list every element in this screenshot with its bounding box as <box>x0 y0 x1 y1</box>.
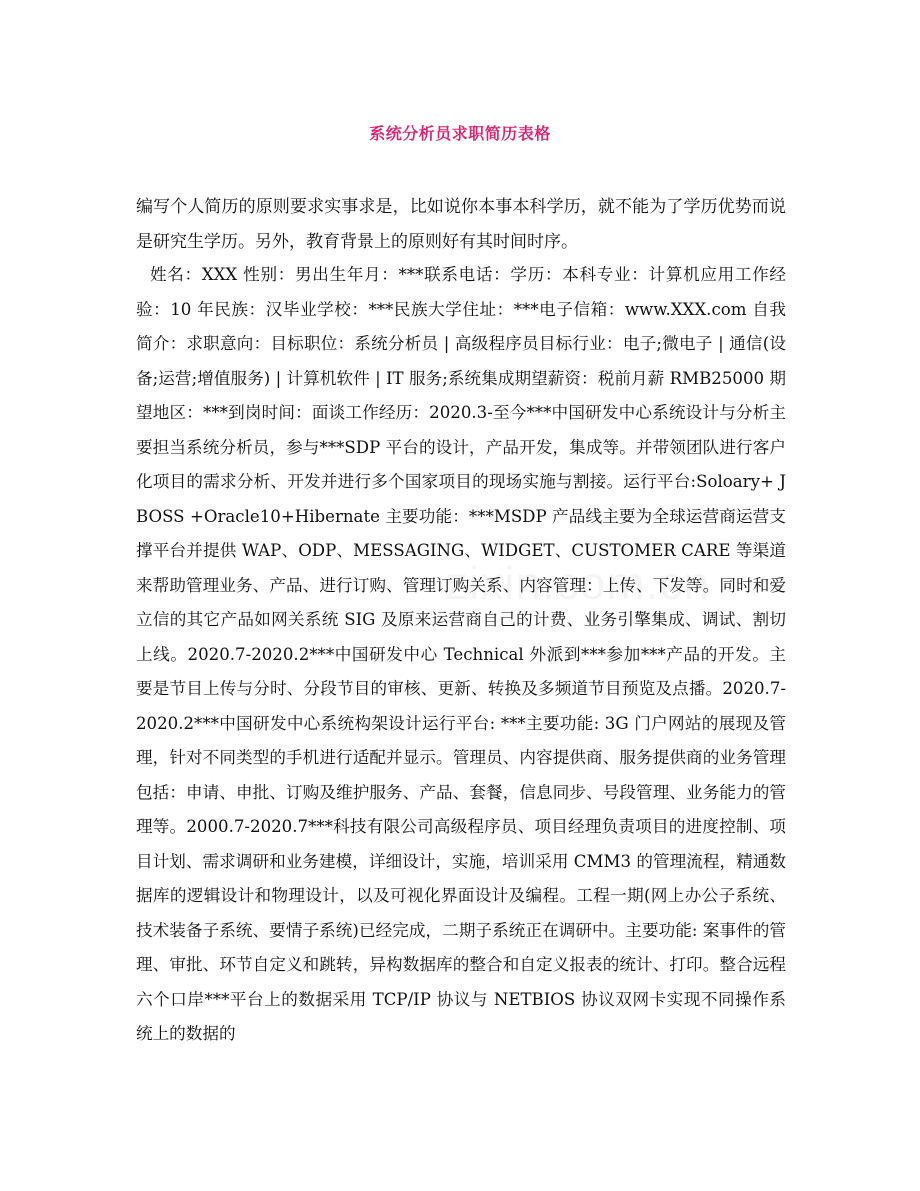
page-title: 系统分析员求职简历表格 <box>369 124 551 143</box>
intro-paragraph: 编写个人简历的原则要求实事求是，比如说你本事本科学历，就不能为了学历优势而说是研究生学历。另外，教育背景上的原则好有其时间时序。 <box>136 197 786 252</box>
resume-body-paragraph: 姓名：XXX 性别：男出生年月：***联系电话：学历：本科专业：计算机应用工作经验：10 年民族：汉毕业学校：***民族大学住址：***电子信箱：www.XXX.com 自我简介：求职意向：目标职位：系统分析员 | 高级程序员目标行业：电子;微电子 | 通信(设备;运营;增值服务) | 计算机软件 | IT 服务;系统集成期望薪资：税前月薪 RMB25000 期望地区：***到岗时间：面谈工作经历：2020.3-至今***中国研发中心系统设计与分析主要担当系统分析员，参与***SDP 平台的设计，产品开发，集成等。并带领团队进行客户化项目的需求分析、开发并进行多个国家项目的现场实施与割接。运行平台:Soloary+ JBOSS +Oracle10+Hibernate 主要功能：***MSDP 产品线主要为全球运营商运营支撑平台并提供 WAP、ODP、MESSAGING、WIDGET、CUSTOMER CARE 等渠道来帮助管理业务、产品、进行订购、管理订购关系、内容管理：上传、下发等。同时和爱立信的其它产品如网关系统 SIG 及原来运营商自己的计费、业务引擎集成、调试、割切上线。2020.7-2020.2***中国研发中心 Technical 外派到***参加***产品的开发。主要是节目上传与分时、分段节目的审核、更新、转换及多频道节目预览及点播。2020.7-2020.2***中国研发中心系统构架设计运行平台: ***主要功能: 3G 门户网站的展现及管理，针对不同类型的手机进行适配并显示。管理员、内容提供商、服务提供商的业务管理包括：申请、申批、订购及维护服务、产品、套餐，信息同步、号段管理、业务能力的管理等。2000.7-2020.7***科技有限公司高级程序员、项目经理负责项目的进度控制、项目计划、需求调研和业务建模，详细设计，实施，培训采用 CMM3 的管理流程，精通数据库的逻辑设计和物理设计，以及可视化界面设计及编程。工程一期(网上办公子系统、技术装备子系统、要情子系统)已经完成，二期子系统正在调研中。主要功能: 案事件的管理、审批、环节自定义和跳转，异构数据库的整合和自定义报表的统计、打印。整合远程六个口岸***平台上的数据采用 TCP/IP 协议与 NETBIOS 协议双网卡实现不同操作系统上的数据的 <box>136 265 786 1043</box>
